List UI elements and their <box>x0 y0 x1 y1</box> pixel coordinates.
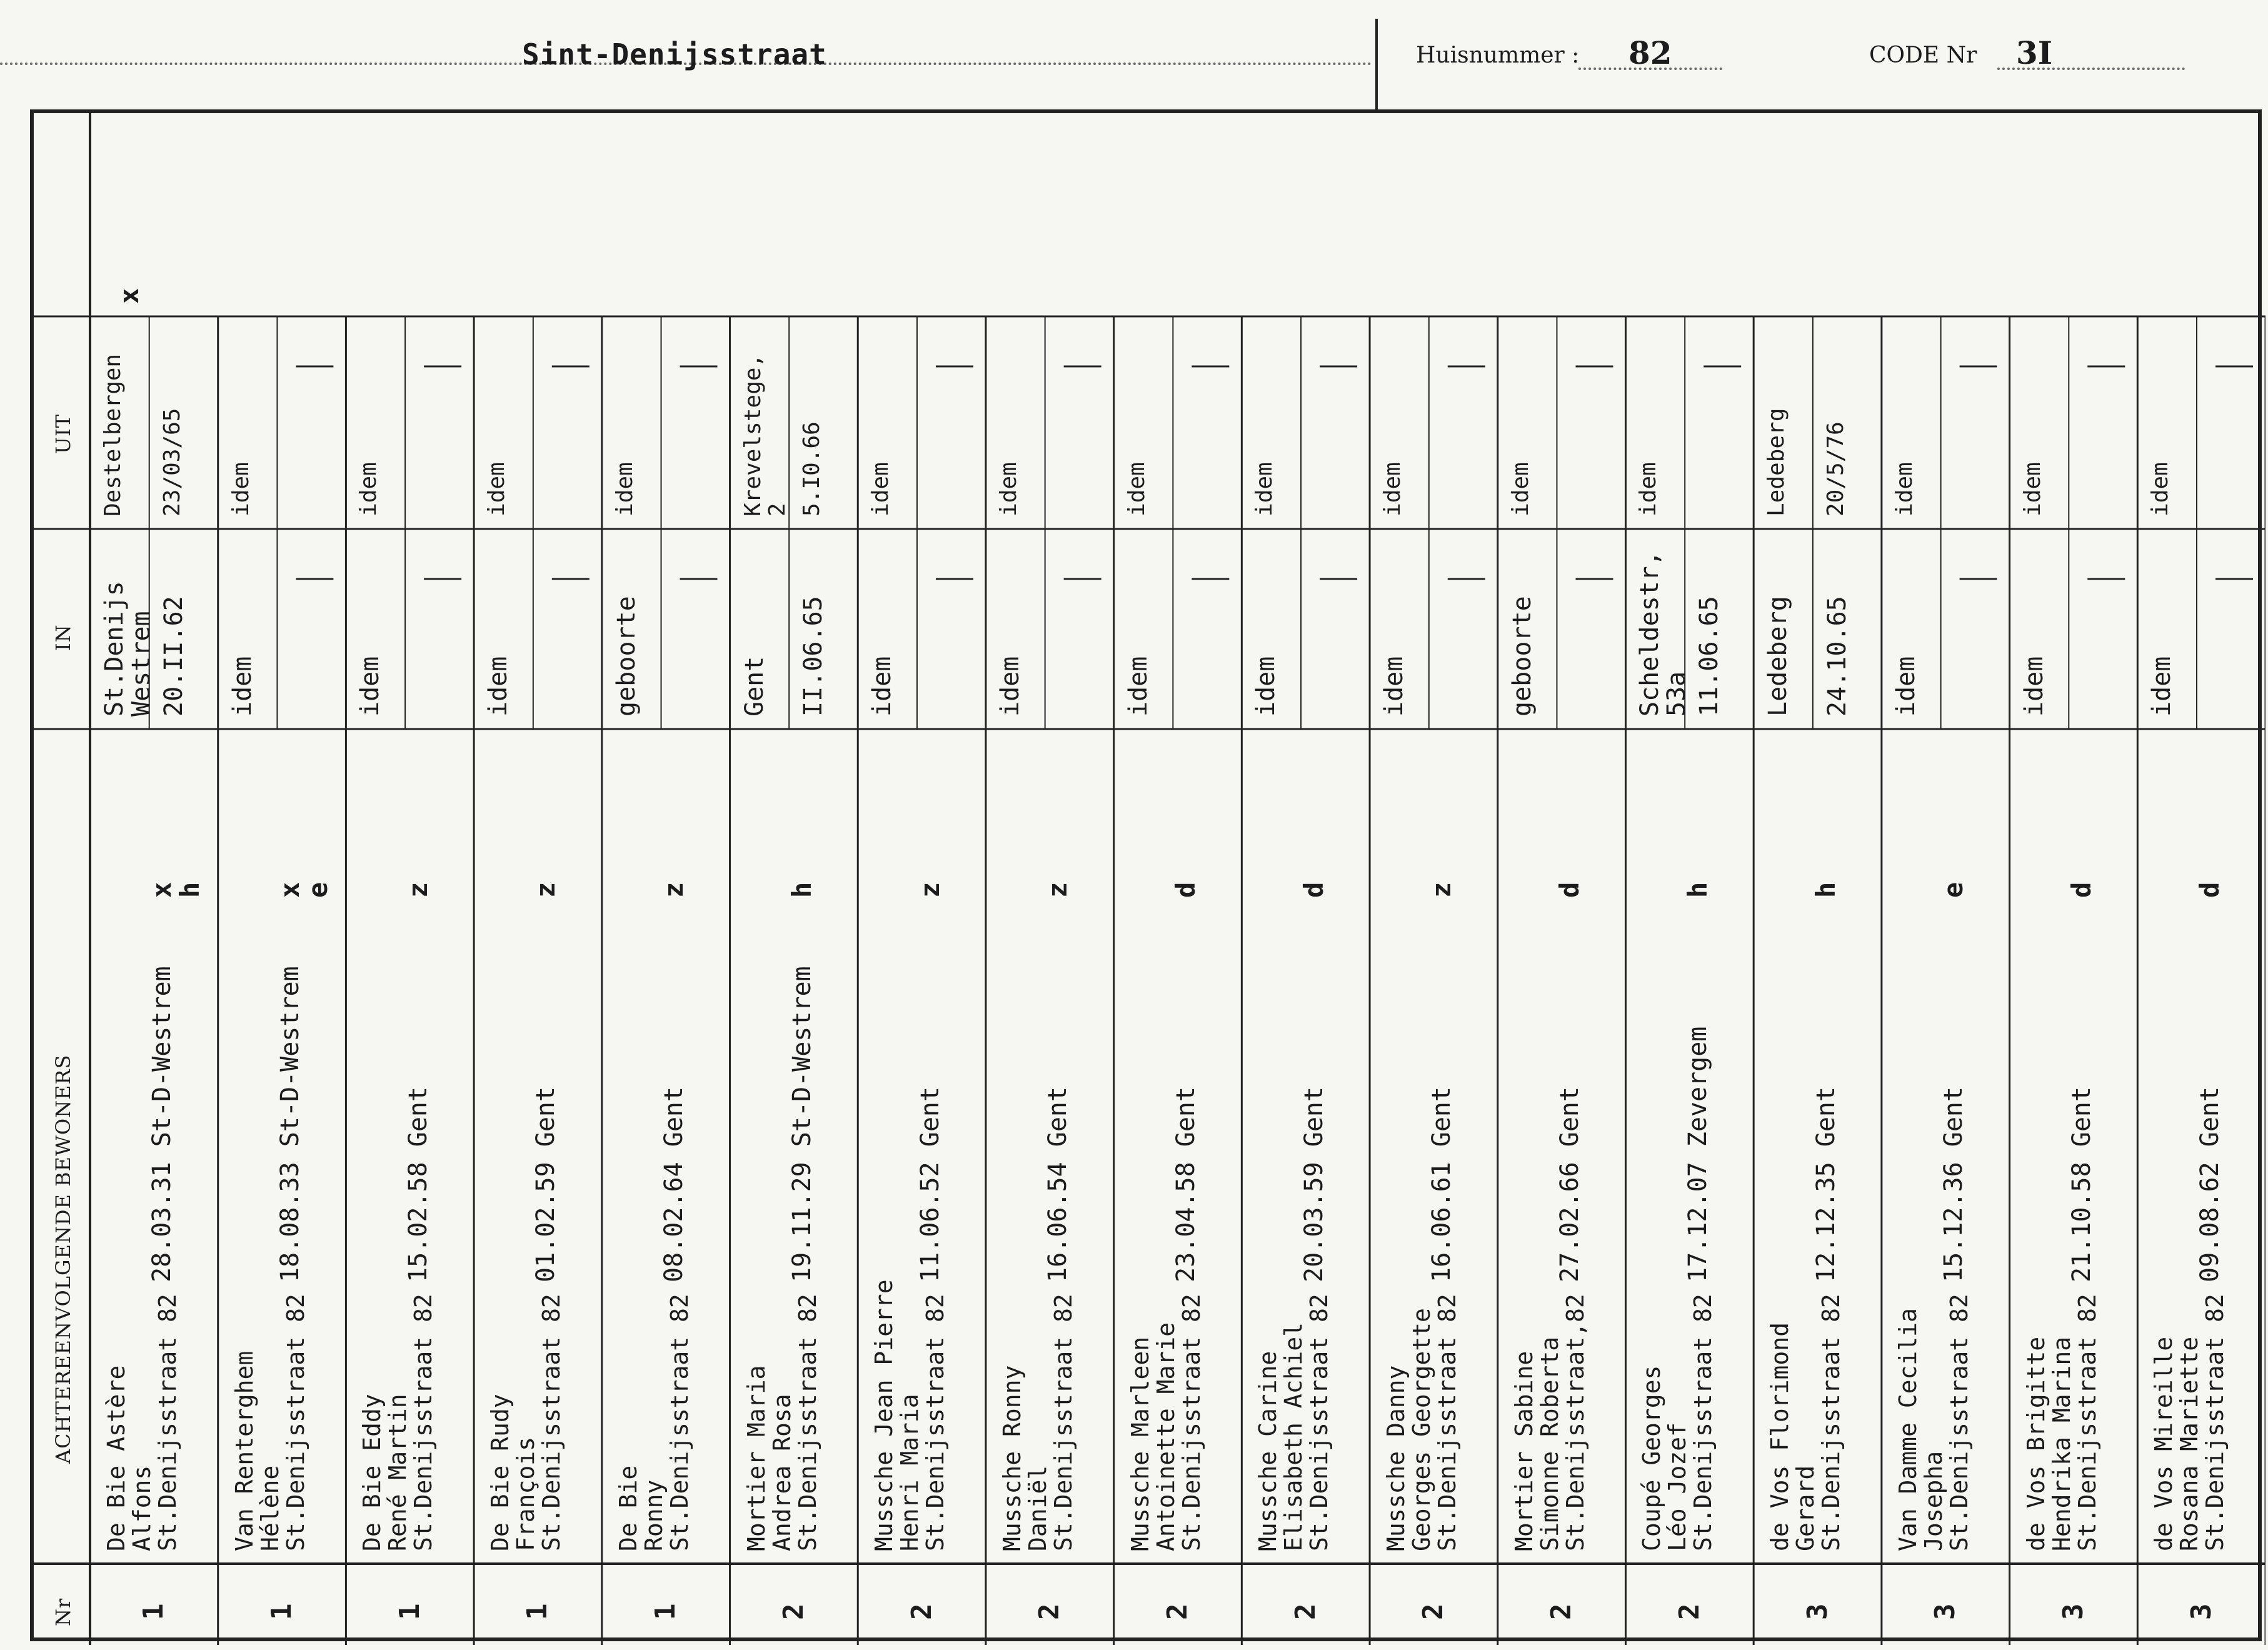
column-header-residents: ACHTEREENVOLGENDE BEWONERS <box>51 1054 75 1464</box>
civil-status-mark: z <box>914 882 945 898</box>
resident-name-block: De Bie Astère Alfons St.Denijsstraat 82 <box>103 1294 182 1551</box>
in-place: idem <box>484 656 513 717</box>
street-name: Sint-Denijsstraat <box>522 38 827 71</box>
birth-date-place: 08.02.64 Gent <box>660 1086 689 1282</box>
in-date: 24.10.65 <box>1822 596 1852 717</box>
birth-date-place: 28.03.31 St-D-Westrem <box>148 966 177 1282</box>
in-place: idem <box>1123 656 1153 717</box>
code-value: 3I <box>2016 34 2053 71</box>
resident-name-block: Mussche Marleen Antoinette Marie St.Denijsstraat 82 <box>1126 1294 1205 1551</box>
civil-status-mark: d <box>2065 882 2097 898</box>
in-place: Ledeberg <box>1764 596 1793 717</box>
resident-name-block: Van Renterghem Hélène St.Denijsstraat 82 <box>230 1294 309 1551</box>
birth-date-place: 27.02.66 Gent <box>1555 1086 1585 1282</box>
row-number: 2 <box>1545 1603 1578 1620</box>
civil-status-mark: e <box>1938 882 1969 898</box>
birth-date-place: 19.11.29 St-D-Westrem <box>787 966 816 1282</box>
out-place: idem <box>1252 462 1278 516</box>
civil-status-mark: h <box>1682 882 1713 898</box>
row-number: 1 <box>650 1603 682 1620</box>
resident-name-block: de Vos Mireille Rosana Mariette St.Denijsstraat 82 <box>2150 1294 2229 1551</box>
row-number: 1 <box>266 1603 298 1620</box>
out-date: 20/5/76 <box>1822 421 1849 516</box>
resident-name-block: de Vos Brigitte Hendrika Marina St.Denijsstraat 82 <box>2022 1294 2101 1551</box>
out-place: idem <box>2019 462 2045 516</box>
civil-status-mark: x e <box>274 882 334 898</box>
out-place: Krevelstege, 2 <box>740 353 790 516</box>
out-place: idem <box>1380 462 1406 516</box>
row-number: 3 <box>1801 1603 1834 1620</box>
resident-register-card <box>30 109 2262 1641</box>
house-number-value: 82 <box>1628 34 1672 71</box>
birth-date-place: 09.08.62 Gent <box>2195 1086 2224 1282</box>
out-extra-mark: x <box>114 288 144 304</box>
resident-name-block: Coupé Georges Léo Jozef St.Denijsstraat 82 <box>1638 1294 1717 1551</box>
row-number: 2 <box>777 1603 810 1620</box>
resident-name-block: Mussche Jean Pierre Henri Maria St.Denijsstraat 82 <box>870 1279 950 1551</box>
civil-status-mark: d <box>1554 882 1585 898</box>
in-place: idem <box>995 656 1025 717</box>
column-header-out: UIT <box>51 414 75 454</box>
row-number: 2 <box>1162 1603 1193 1620</box>
resident-name-block: Mussche Ronny Daniël St.Denijsstraat 82 <box>998 1294 1077 1551</box>
civil-status-mark: d <box>1170 882 1201 898</box>
resident-name-block: Mussche Danny Georges Georgette St.Denijsstraat 82 <box>1382 1294 1462 1551</box>
birth-date-place: 01.02.59 Gent <box>531 1086 561 1282</box>
birth-date-place: 20.03.59 Gent <box>1299 1086 1328 1282</box>
out-place: idem <box>2147 462 2174 516</box>
resident-name-block: Mussche Carine Elisabeth Achiel St.Denijsstraat 82 <box>1254 1294 1333 1551</box>
row-number: 2 <box>905 1603 938 1620</box>
row-number: 1 <box>138 1603 170 1620</box>
resident-name-block: De Bie Rudy François St.Denijsstraat 82 <box>486 1294 566 1551</box>
row-number: 3 <box>1929 1603 1962 1620</box>
row-number: 2 <box>1673 1603 1705 1620</box>
in-place: idem <box>228 656 257 717</box>
out-place: idem <box>995 462 1021 516</box>
resident-name-block: De Bie Ronny St.Denijsstraat 82 <box>614 1294 693 1551</box>
in-date: 11.06.65 <box>1695 596 1724 717</box>
in-place: St.Denijs Westrem <box>100 581 156 717</box>
out-date: 5.I0.66 <box>799 421 825 516</box>
birth-date-place: 15.12.36 Gent <box>1939 1086 1969 1282</box>
resident-name-block: Van Damme Cecilia Josepha St.Denijsstraat 82 <box>1894 1294 1973 1551</box>
in-place: idem <box>356 656 385 717</box>
in-place: idem <box>1380 656 1409 717</box>
out-place: Ledeberg <box>1764 408 1790 516</box>
row-number: 2 <box>1033 1603 1066 1620</box>
resident-name-block: Mortier Maria Andrea Rosa St.Denijsstraat 82 <box>742 1294 821 1551</box>
row-number: 1 <box>521 1603 554 1620</box>
civil-status-mark: h <box>1810 882 1841 898</box>
row-number: 2 <box>1417 1603 1450 1620</box>
in-place: Gent <box>740 656 769 717</box>
out-place: idem <box>868 462 894 516</box>
card-header <box>0 0 2268 109</box>
house-number-label: Huisnummer : <box>1416 43 1580 68</box>
civil-status-mark: x h <box>146 882 206 898</box>
civil-status-mark: h <box>786 882 817 898</box>
header-divider <box>1375 19 1378 113</box>
in-place: geboorte <box>1507 596 1537 717</box>
in-place: idem <box>1252 656 1281 717</box>
civil-status-mark: z <box>530 882 561 898</box>
out-place: idem <box>1123 462 1150 516</box>
out-place: idem <box>611 462 638 516</box>
in-date: II.06.65 <box>799 596 828 717</box>
column-header-in: IN <box>51 624 75 651</box>
out-place: Destelbergen <box>100 353 126 516</box>
birth-date-place: 23.04.58 Gent <box>1172 1086 1200 1282</box>
out-place: idem <box>228 462 254 516</box>
civil-status-mark: z <box>658 882 690 898</box>
out-place: idem <box>1891 462 1917 516</box>
civil-status-mark: z <box>1426 882 1457 898</box>
birth-date-place: 16.06.61 Gent <box>1427 1086 1457 1282</box>
birth-date-place: 18.08.33 St-D-Westrem <box>276 966 305 1282</box>
civil-status-mark: d <box>1298 882 1329 898</box>
row-number: 1 <box>393 1603 426 1620</box>
row-number: 3 <box>2057 1603 2089 1620</box>
birth-date-place: 16.06.54 Gent <box>1043 1086 1073 1282</box>
birth-date-place: 11.06.52 Gent <box>915 1086 945 1282</box>
birth-date-place: 12.12.35 Gent <box>1811 1086 1840 1282</box>
birth-date-place: 15.02.58 Gent <box>403 1086 433 1282</box>
birth-date-place: 21.10.58 Gent <box>2067 1086 2096 1282</box>
out-place: idem <box>1635 462 1662 516</box>
out-place: idem <box>1507 462 1533 516</box>
in-place: Scheldestr, 53a <box>1635 551 1692 717</box>
resident-name-block: de Vos Florimond Gerard St.Denijsstraat 82 <box>1766 1294 1845 1551</box>
in-place: geboorte <box>611 596 641 717</box>
out-date: 23/03/65 <box>159 408 185 516</box>
out-place: idem <box>356 462 382 516</box>
row-number: 3 <box>2185 1603 2217 1620</box>
code-label: CODE Nr <box>1869 43 1977 68</box>
in-place: idem <box>2147 656 2177 717</box>
in-place: idem <box>2019 656 2049 717</box>
birth-date-place: 17.12.07 Zevergem <box>1683 1026 1712 1282</box>
out-place: idem <box>484 462 510 516</box>
column-header-nr: Nr <box>51 1597 75 1626</box>
resident-name-block: Mortier Sabine Simonne Roberta St.Denijsstraat,82 <box>1510 1294 1589 1551</box>
civil-status-mark: d <box>2194 882 2225 898</box>
in-place: idem <box>1891 656 1920 717</box>
in-date: 20.II.62 <box>159 596 188 717</box>
civil-status-mark: z <box>402 882 433 898</box>
in-place: idem <box>868 656 897 717</box>
civil-status-mark: z <box>1042 882 1073 898</box>
row-number: 2 <box>1289 1603 1322 1620</box>
resident-name-block: De Bie Eddy René Martin St.Denijsstraat 82 <box>358 1294 438 1551</box>
